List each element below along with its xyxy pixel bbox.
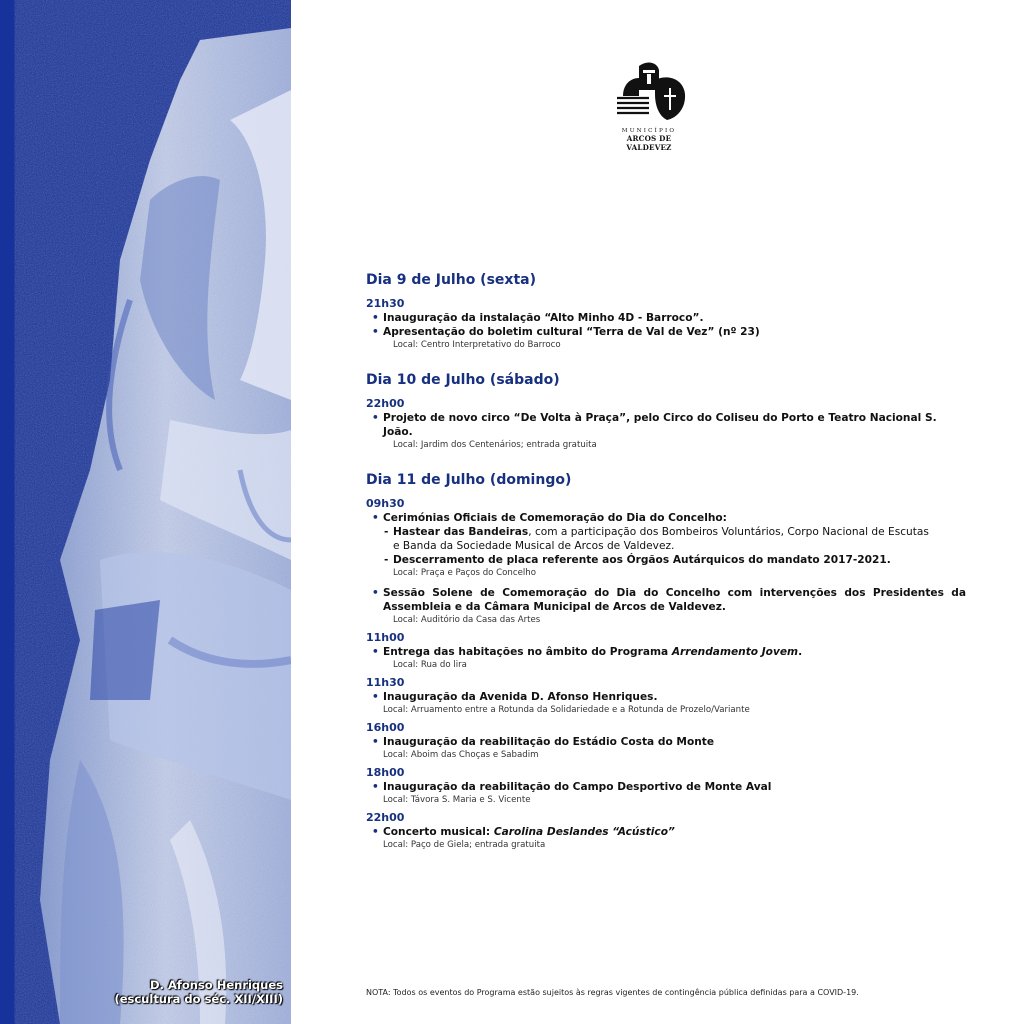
event-item: • Inauguração da Avenida D. Afonso Henriques. bbox=[372, 691, 658, 703]
event-time: 22h00 bbox=[366, 397, 405, 410]
day-title: Dia 11 de Julho (domingo) bbox=[366, 472, 572, 488]
bullet: • bbox=[372, 736, 379, 748]
event-location: Local: Távora S. Maria e S. Vicente bbox=[383, 795, 531, 805]
event-time: 22h00 bbox=[366, 811, 405, 824]
logo-name: ARCOS DE VALDEVEZ bbox=[626, 134, 672, 152]
event-location: Local: Paço de Giela; entrada gratuita bbox=[383, 840, 546, 850]
municipality-logo bbox=[604, 56, 694, 152]
statue-panel bbox=[0, 0, 291, 1024]
day-10 bbox=[366, 372, 966, 452]
bullet: • bbox=[372, 412, 379, 424]
event-location: Local: Centro Interpretativo do Barroco bbox=[393, 340, 561, 350]
dash: - bbox=[384, 526, 389, 538]
day-9 bbox=[366, 272, 966, 352]
statue-image bbox=[0, 0, 291, 1024]
event-item: • Inauguração da reabilitação do Estádio Costa do Monte bbox=[372, 736, 715, 748]
bullet: • bbox=[372, 512, 379, 524]
bullet: • bbox=[372, 691, 379, 703]
event-location: Local: Praça e Paços do Concelho bbox=[393, 568, 536, 578]
event-item: • Inauguração da instalação “Alto Minho 4D - Barroco”. bbox=[372, 312, 704, 324]
event-time: 11h00 bbox=[366, 631, 405, 644]
event-1600 bbox=[366, 721, 966, 762]
bullet: • bbox=[372, 587, 379, 599]
day-title: Dia 9 de Julho (sexta) bbox=[366, 272, 536, 288]
event-time: 11h30 bbox=[366, 676, 405, 689]
event-location: Local: Rua do lira bbox=[393, 660, 467, 670]
event-subitem-cont: e Banda da Sociedade Musical de Arcos de Valdevez. bbox=[393, 540, 675, 552]
event-2200 bbox=[366, 811, 966, 852]
event-1130 bbox=[366, 676, 966, 717]
event-time: 09h30 bbox=[366, 497, 405, 510]
statue-caption bbox=[114, 978, 283, 1006]
event-subitem: - Hastear das Bandeiras, com a participação dos Bombeiros Voluntários, Corpo Nacional de Escutas bbox=[384, 526, 929, 538]
event-1800 bbox=[366, 766, 966, 807]
arcos-logo-icon bbox=[609, 56, 689, 126]
bullet: • bbox=[372, 826, 379, 838]
event-item: • Entrega das habitações no âmbito do Programa Arrendamento Jovem. bbox=[372, 646, 803, 658]
day-11 bbox=[366, 472, 966, 852]
event-0930 bbox=[366, 497, 966, 627]
event-item: • Apresentação do boletim cultural “Terra de Val de Vez” (nº 23) bbox=[372, 326, 760, 338]
event-time: 18h00 bbox=[366, 766, 405, 779]
event-location: Local: Jardim dos Centenários; entrada gratuita bbox=[393, 440, 597, 450]
covid-note: NOTA: Todos os eventos do Programa estão sujeitos às regras vigentes de contingência pública definidas para a COVID-19. bbox=[366, 988, 859, 997]
event-item: • Concerto musical: Carolina Deslandes “Acústico” bbox=[372, 826, 675, 838]
logo-municipio: MUNICÍPIO bbox=[621, 128, 677, 134]
caption-line2: (escultura do séc. XII/XIII) bbox=[114, 992, 283, 1006]
event-item: • Inauguração da reabilitação do Campo Desportivo de Monte Aval bbox=[372, 781, 772, 793]
event-subitem: - Descerramento de placa referente aos Órgãos Autárquicos do mandato 2017-2021. bbox=[384, 554, 891, 566]
event-item: • Cerimónias Oficiais de Comemoração do Dia do Concelho: bbox=[372, 512, 727, 524]
event-time: 21h30 bbox=[366, 297, 405, 310]
event-location: Local: Auditório da Casa das Artes bbox=[393, 615, 541, 625]
bullet: • bbox=[372, 326, 379, 338]
bullet: • bbox=[372, 646, 379, 658]
event-1100 bbox=[366, 631, 966, 672]
bullet: • bbox=[372, 312, 379, 324]
day-title: Dia 10 de Julho (sábado) bbox=[366, 372, 560, 388]
event-location: Local: Aboim das Choças e Sabadim bbox=[383, 750, 539, 760]
event-location: Local: Arruamento entre a Rotunda da Solidariedade e a Rotunda de Prozelo/Variante bbox=[383, 705, 750, 715]
event-item: • Sessão Solene de Comemoração do Dia do Concelho com intervenções dos Presidentes da Assembleia e da Câmara Municipal de Arcos de Valdevez. bbox=[372, 587, 966, 613]
caption-line1: D. Afonso Henriques bbox=[150, 978, 283, 992]
event-item: • Projeto de novo circo “De Volta à Praça”, pelo Circo do Coliseu do Porto e Teatro Nacional S. João. bbox=[372, 412, 937, 438]
dash: - bbox=[384, 554, 389, 566]
bullet: • bbox=[372, 781, 379, 793]
event-time: 16h00 bbox=[366, 721, 405, 734]
program-schedule bbox=[366, 272, 966, 872]
